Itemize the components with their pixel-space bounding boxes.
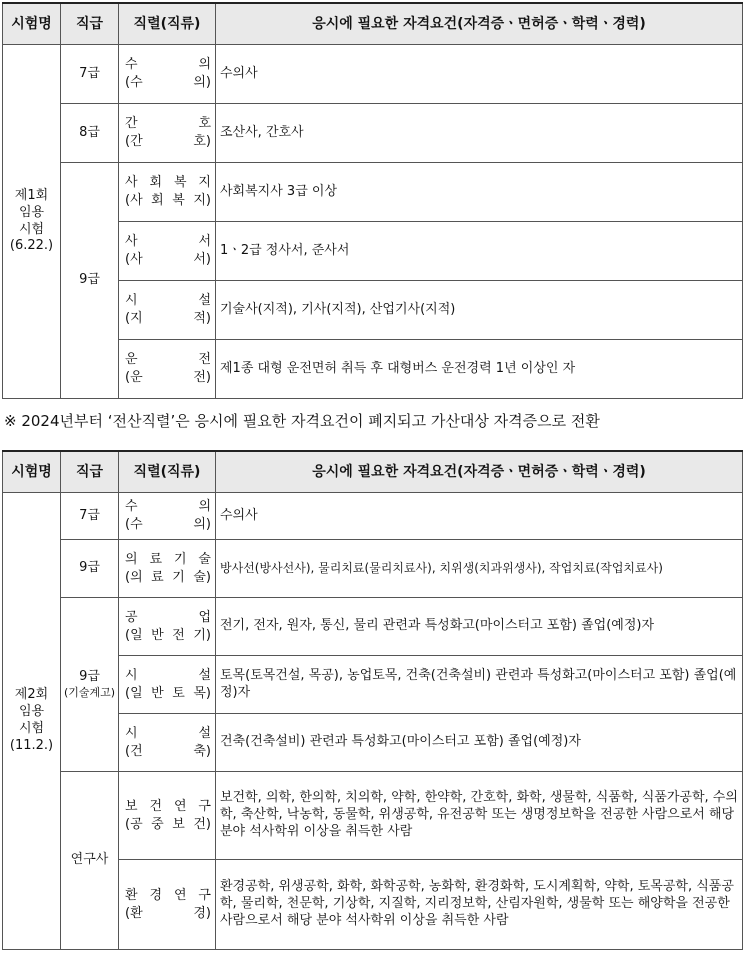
header-requirement: 응시에 필요한 자격요건(자격증ㆍ면허증ㆍ학력ㆍ경력)	[216, 3, 743, 45]
job-cell: 운 전 (운 전)	[119, 340, 216, 399]
note-text: ※ 2024년부터 ‘전산직렬’은 응시에 필요한 자격요건이 폐지되고 가산대상 자격증으로 전환	[4, 412, 600, 430]
header-exam: 시험명	[3, 3, 61, 45]
table-row	[3, 104, 743, 163]
requirement-cell: 토목(토목건설, 목공), 농업토목, 건축(건축설비) 관련과 특성화고(마이스터고 포함) 졸업(예정)자	[216, 656, 743, 714]
job-cell: 시 설 (건 축)	[119, 714, 216, 772]
grade-cell: 7급	[61, 493, 119, 540]
grade-cell: 8급	[61, 104, 119, 163]
table-row	[3, 163, 743, 222]
header-job: 직렬(직류)	[119, 451, 216, 493]
exam-name: 제1회 임용 시험 (6.22.)	[3, 45, 61, 399]
requirement-cell: 전기, 전자, 원자, 통신, 물리 관련과 특성화고(마이스터고 포함) 졸업(예정)자	[216, 598, 743, 656]
requirement-cell: 보건학, 의학, 한의학, 치의학, 약학, 한약학, 간호학, 화학, 생물학, 식품학, 식품가공학, 수의학, 축산학, 낙농학, 동물학, 위생공학, 유전공학 또는 생명정보학을 전공한 사람으로서 해당 분야 석사학위 이상을 취득한 사람	[216, 772, 743, 860]
table-row	[3, 772, 743, 860]
table-row	[3, 45, 743, 104]
job-cell: 수 의 (수 의)	[119, 45, 216, 104]
grade-cell: 9급 (기술계고)	[61, 598, 119, 772]
job-cell: 사 서 (사 서)	[119, 222, 216, 281]
requirement-cell: 건축(건축설비) 관련과 특성화고(마이스터고 포함) 졸업(예정)자	[216, 714, 743, 772]
requirement-cell: 방사선(방사선사), 물리치료(물리치료사), 치위생(치과위생사), 작업치료(작업치료사)	[216, 540, 743, 598]
job-cell: 공 업 (일 반 전 기)	[119, 598, 216, 656]
requirement-cell: 기술사(지적), 기사(지적), 산업기사(지적)	[216, 281, 743, 340]
job-cell: 의 료 기 술 (의 료 기 술)	[119, 540, 216, 598]
job-cell: 사 회 복 지 (사 회 복 지)	[119, 163, 216, 222]
header-grade: 직급	[61, 451, 119, 493]
grade-cell: 7급	[61, 45, 119, 104]
grade-cell: 연구사	[61, 772, 119, 950]
grade-cell: 9급	[61, 540, 119, 598]
qualification-table-2	[2, 450, 743, 950]
header-job: 직렬(직류)	[119, 3, 216, 45]
job-cell: 시 설 (일 반 토 목)	[119, 656, 216, 714]
requirement-cell: 수의사	[216, 493, 743, 540]
table-row	[3, 540, 743, 598]
job-cell: 수 의 (수 의)	[119, 493, 216, 540]
grade-cell: 9급	[61, 163, 119, 399]
requirement-cell: 사회복지사 3급 이상	[216, 163, 743, 222]
requirement-cell: 1ㆍ2급 정사서, 준사서	[216, 222, 743, 281]
header-requirement: 응시에 필요한 자격요건(자격증ㆍ면허증ㆍ학력ㆍ경력)	[216, 451, 743, 493]
requirement-cell: 수의사	[216, 45, 743, 104]
job-cell: 시 설 (지 적)	[119, 281, 216, 340]
job-cell: 환 경 연 구 (환 경)	[119, 860, 216, 950]
job-cell: 보 건 연 구 (공 중 보 건)	[119, 772, 216, 860]
job-cell: 간 호 (간 호)	[119, 104, 216, 163]
qualification-table-1	[2, 2, 743, 399]
table-row	[3, 598, 743, 656]
requirement-cell: 조산사, 간호사	[216, 104, 743, 163]
exam-name: 제2회 임용 시험 (11.2.)	[3, 493, 61, 950]
requirement-cell: 환경공학, 위생공학, 화학, 화학공학, 농화학, 환경화학, 도시계획학, 약학, 토목공학, 식품공학, 물리학, 천문학, 기상학, 지질학, 지리정보학, 산림자원학, 생물학 또는 해양학을 전공한 사람으로서 해당 분야 석사학위 이상을 취득한 사람	[216, 860, 743, 950]
table-row	[3, 493, 743, 540]
requirement-cell: 제1종 대형 운전면허 취득 후 대형버스 운전경력 1년 이상인 자	[216, 340, 743, 399]
header-grade: 직급	[61, 3, 119, 45]
header-exam: 시험명	[3, 451, 61, 493]
